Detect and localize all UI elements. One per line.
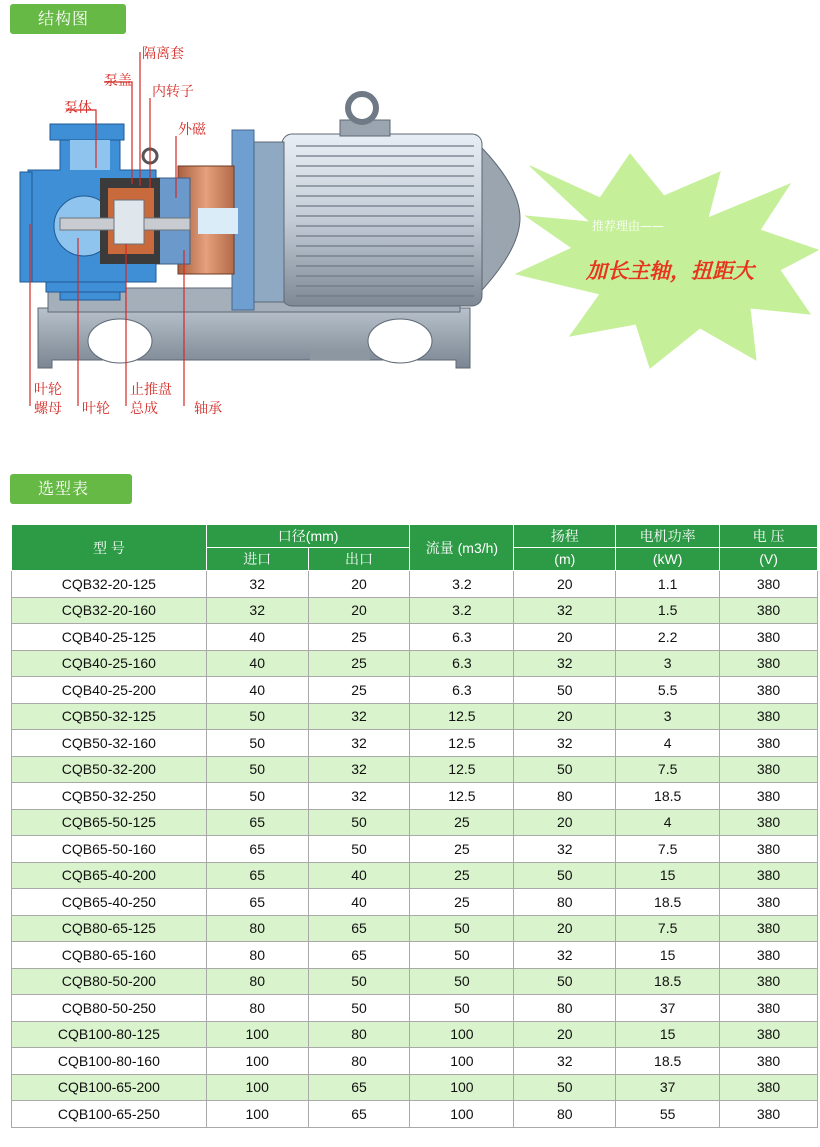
- table-cell: CQB40-25-160: [12, 650, 207, 677]
- table-cell: 380: [720, 915, 818, 942]
- table-cell: 65: [206, 862, 308, 889]
- table-cell: CQB65-50-125: [12, 809, 207, 836]
- table-cell: CQB80-65-160: [12, 942, 207, 969]
- recommendation-burst: [516, 154, 818, 368]
- table-cell: CQB32-20-125: [12, 571, 207, 598]
- table-cell: 380: [720, 1101, 818, 1128]
- table-cell: 6.3: [410, 650, 514, 677]
- table-cell: 20: [514, 809, 616, 836]
- table-cell: 80: [206, 968, 308, 995]
- table-cell: 6.3: [410, 677, 514, 704]
- table-cell: CQB100-80-125: [12, 1021, 207, 1048]
- table-cell: 50: [410, 995, 514, 1022]
- table-cell: 12.5: [410, 730, 514, 757]
- table-cell: 50: [410, 942, 514, 969]
- table-cell: 50: [206, 730, 308, 757]
- table-row: [12, 1101, 818, 1128]
- table-cell: 50: [514, 677, 616, 704]
- col-flow: 流量 (m3/h): [410, 525, 514, 571]
- table-cell: CQB65-40-250: [12, 889, 207, 916]
- table-cell: 18.5: [616, 1048, 720, 1075]
- table-cell: 12.5: [410, 703, 514, 730]
- table-cell: 32: [514, 650, 616, 677]
- table-cell: 50: [308, 968, 410, 995]
- col-inlet: 进口: [206, 548, 308, 571]
- label-pump-body: 泵体: [64, 100, 92, 116]
- label-isolation-sleeve: 隔离套: [142, 46, 184, 62]
- table-cell: 20: [308, 571, 410, 598]
- table-cell: 3.2: [410, 597, 514, 624]
- table-cell: 65: [206, 809, 308, 836]
- table-cell: 50: [514, 756, 616, 783]
- table-row: [12, 968, 818, 995]
- table-cell: 65: [308, 915, 410, 942]
- table-cell: 380: [720, 809, 818, 836]
- col-power-unit: (kW): [616, 548, 720, 571]
- table-cell: 37: [616, 1074, 720, 1101]
- table-row: [12, 597, 818, 624]
- table-cell: 20: [308, 597, 410, 624]
- table-cell: 32: [514, 942, 616, 969]
- table-cell: 32: [514, 836, 616, 863]
- table-cell: CQB50-32-160: [12, 730, 207, 757]
- table-cell: CQB40-25-125: [12, 624, 207, 651]
- table-cell: 12.5: [410, 756, 514, 783]
- selection-section-header: 选型表: [10, 474, 132, 504]
- table-cell: 40: [206, 677, 308, 704]
- table-cell: 20: [514, 571, 616, 598]
- table-cell: 65: [308, 1074, 410, 1101]
- table-row: [12, 1021, 818, 1048]
- label-impeller-nut-line1: 叶轮: [34, 382, 62, 398]
- table-cell: 80: [514, 995, 616, 1022]
- label-thrust-disc-line2: 总成: [130, 401, 158, 417]
- table-cell: 380: [720, 836, 818, 863]
- label-inner-rotor: 内转子: [152, 84, 194, 100]
- table-cell: CQB50-32-250: [12, 783, 207, 810]
- table-cell: 3: [616, 650, 720, 677]
- table-cell: CQB40-25-200: [12, 677, 207, 704]
- table-cell: 380: [720, 756, 818, 783]
- table-cell: 25: [410, 809, 514, 836]
- table-cell: 7.5: [616, 756, 720, 783]
- burst-small-text: 推荐理由——: [592, 219, 665, 233]
- table-cell: 50: [514, 1074, 616, 1101]
- table-cell: 25: [410, 836, 514, 863]
- table-cell: 100: [206, 1074, 308, 1101]
- label-pump-cover: 泵盖: [104, 73, 132, 89]
- table-cell: 18.5: [616, 783, 720, 810]
- label-impeller-nut-line2: 螺母: [34, 401, 62, 417]
- table-row: [12, 809, 818, 836]
- table-cell: 380: [720, 889, 818, 916]
- table-cell: CQB50-32-200: [12, 756, 207, 783]
- table-cell: 80: [206, 915, 308, 942]
- table-cell: CQB100-65-250: [12, 1101, 207, 1128]
- table-cell: 65: [308, 1101, 410, 1128]
- table-cell: 80: [514, 783, 616, 810]
- col-model: 型 号: [12, 525, 207, 571]
- table-cell: 380: [720, 942, 818, 969]
- table-row: [12, 783, 818, 810]
- table-cell: 50: [514, 862, 616, 889]
- table-cell: 40: [206, 650, 308, 677]
- table-row: [12, 730, 818, 757]
- table-cell: CQB100-65-200: [12, 1074, 207, 1101]
- table-cell: 15: [616, 862, 720, 889]
- table-cell: 50: [308, 836, 410, 863]
- table-cell: 80: [514, 889, 616, 916]
- table-cell: CQB65-40-200: [12, 862, 207, 889]
- label-thrust-disc-line1: 止推盘: [130, 382, 172, 398]
- label-outer-magnet: 外磁: [178, 122, 206, 138]
- table-cell: 18.5: [616, 889, 720, 916]
- table-cell: 32: [308, 756, 410, 783]
- table-cell: 50: [308, 995, 410, 1022]
- table-cell: 6.3: [410, 624, 514, 651]
- table-cell: 380: [720, 677, 818, 704]
- table-cell: CQB100-80-160: [12, 1048, 207, 1075]
- table-cell: 20: [514, 703, 616, 730]
- table-cell: 380: [720, 730, 818, 757]
- selection-table: [11, 524, 818, 1128]
- table-cell: 40: [308, 889, 410, 916]
- table-cell: 100: [410, 1048, 514, 1075]
- table-cell: 50: [308, 809, 410, 836]
- table-cell: 4: [616, 809, 720, 836]
- col-power: 电机功率: [616, 525, 720, 548]
- table-cell: 20: [514, 624, 616, 651]
- table-cell: 380: [720, 1074, 818, 1101]
- col-caliber: 口径(mm): [206, 525, 410, 548]
- table-row: [12, 942, 818, 969]
- table-cell: 32: [308, 783, 410, 810]
- table-row: [12, 571, 818, 598]
- table-cell: 50: [206, 756, 308, 783]
- table-cell: 32: [308, 703, 410, 730]
- table-cell: 380: [720, 624, 818, 651]
- label-bearing: 轴承: [194, 401, 222, 417]
- table-cell: 380: [720, 571, 818, 598]
- table-cell: 50: [410, 915, 514, 942]
- table-cell: CQB80-65-125: [12, 915, 207, 942]
- col-head-unit: (m): [514, 548, 616, 571]
- table-cell: 32: [206, 597, 308, 624]
- table-cell: 20: [514, 1021, 616, 1048]
- table-cell: 25: [410, 889, 514, 916]
- table-cell: 25: [308, 624, 410, 651]
- table-cell: 4: [616, 730, 720, 757]
- table-cell: 100: [206, 1021, 308, 1048]
- table-cell: 2.2: [616, 624, 720, 651]
- table-cell: 380: [720, 1021, 818, 1048]
- table-cell: 55: [616, 1101, 720, 1128]
- structure-section-header: 结构图: [10, 4, 126, 34]
- table-row: [12, 677, 818, 704]
- table-cell: 380: [720, 783, 818, 810]
- table-cell: 380: [720, 995, 818, 1022]
- table-row: [12, 624, 818, 651]
- table-cell: 100: [410, 1074, 514, 1101]
- table-row: [12, 836, 818, 863]
- table-cell: CQB32-20-160: [12, 597, 207, 624]
- table-row: [12, 995, 818, 1022]
- table-cell: CQB50-32-125: [12, 703, 207, 730]
- table-cell: 80: [514, 1101, 616, 1128]
- col-head: 扬程: [514, 525, 616, 548]
- table-cell: 100: [206, 1101, 308, 1128]
- table-cell: 5.5: [616, 677, 720, 704]
- table-cell: 1.5: [616, 597, 720, 624]
- table-cell: 80: [308, 1021, 410, 1048]
- table-cell: 37: [616, 995, 720, 1022]
- table-cell: 32: [514, 730, 616, 757]
- table-cell: 15: [616, 1021, 720, 1048]
- motor: [252, 94, 520, 306]
- table-cell: 380: [720, 650, 818, 677]
- table-cell: 7.5: [616, 915, 720, 942]
- table-cell: 65: [206, 836, 308, 863]
- table-cell: 380: [720, 703, 818, 730]
- table-cell: 40: [206, 624, 308, 651]
- table-row: [12, 862, 818, 889]
- table-cell: 380: [720, 597, 818, 624]
- table-cell: 15: [616, 942, 720, 969]
- table-cell: 25: [410, 862, 514, 889]
- table-cell: 25: [308, 677, 410, 704]
- table-cell: 80: [308, 1048, 410, 1075]
- table-cell: 50: [514, 968, 616, 995]
- table-cell: 100: [410, 1021, 514, 1048]
- table-row: [12, 1074, 818, 1101]
- table-cell: 80: [206, 995, 308, 1022]
- label-impeller: 叶轮: [82, 401, 110, 417]
- table-row: [12, 1048, 818, 1075]
- table-cell: 40: [308, 862, 410, 889]
- table-cell: 3.2: [410, 571, 514, 598]
- table-cell: CQB80-50-200: [12, 968, 207, 995]
- table-row: [12, 756, 818, 783]
- table-cell: 380: [720, 1048, 818, 1075]
- table-cell: 3: [616, 703, 720, 730]
- table-row: [12, 915, 818, 942]
- table-cell: 65: [308, 942, 410, 969]
- selection-table-body: [12, 571, 818, 1128]
- table-cell: 18.5: [616, 968, 720, 995]
- col-voltage: 电 压: [720, 525, 818, 548]
- table-cell: 7.5: [616, 836, 720, 863]
- table-cell: 380: [720, 968, 818, 995]
- table-row: [12, 650, 818, 677]
- pump-structure-diagram: [0, 38, 820, 428]
- table-cell: 100: [410, 1101, 514, 1128]
- table-cell: 32: [206, 571, 308, 598]
- table-cell: 65: [206, 889, 308, 916]
- table-cell: CQB80-50-250: [12, 995, 207, 1022]
- table-cell: 380: [720, 862, 818, 889]
- table-cell: 1.1: [616, 571, 720, 598]
- table-cell: 50: [410, 968, 514, 995]
- table-cell: 50: [206, 703, 308, 730]
- col-outlet: 出口: [308, 548, 410, 571]
- table-cell: 32: [514, 1048, 616, 1075]
- table-cell: 12.5: [410, 783, 514, 810]
- table-cell: 100: [206, 1048, 308, 1075]
- table-cell: 20: [514, 915, 616, 942]
- table-cell: CQB65-50-160: [12, 836, 207, 863]
- table-cell: 50: [206, 783, 308, 810]
- col-voltage-unit: (V): [720, 548, 818, 571]
- table-cell: 32: [514, 597, 616, 624]
- table-cell: 80: [206, 942, 308, 969]
- table-row: [12, 889, 818, 916]
- table-cell: 32: [308, 730, 410, 757]
- table-row: [12, 703, 818, 730]
- table-cell: 25: [308, 650, 410, 677]
- burst-big-text: 加长主轴，扭距大: [586, 259, 754, 283]
